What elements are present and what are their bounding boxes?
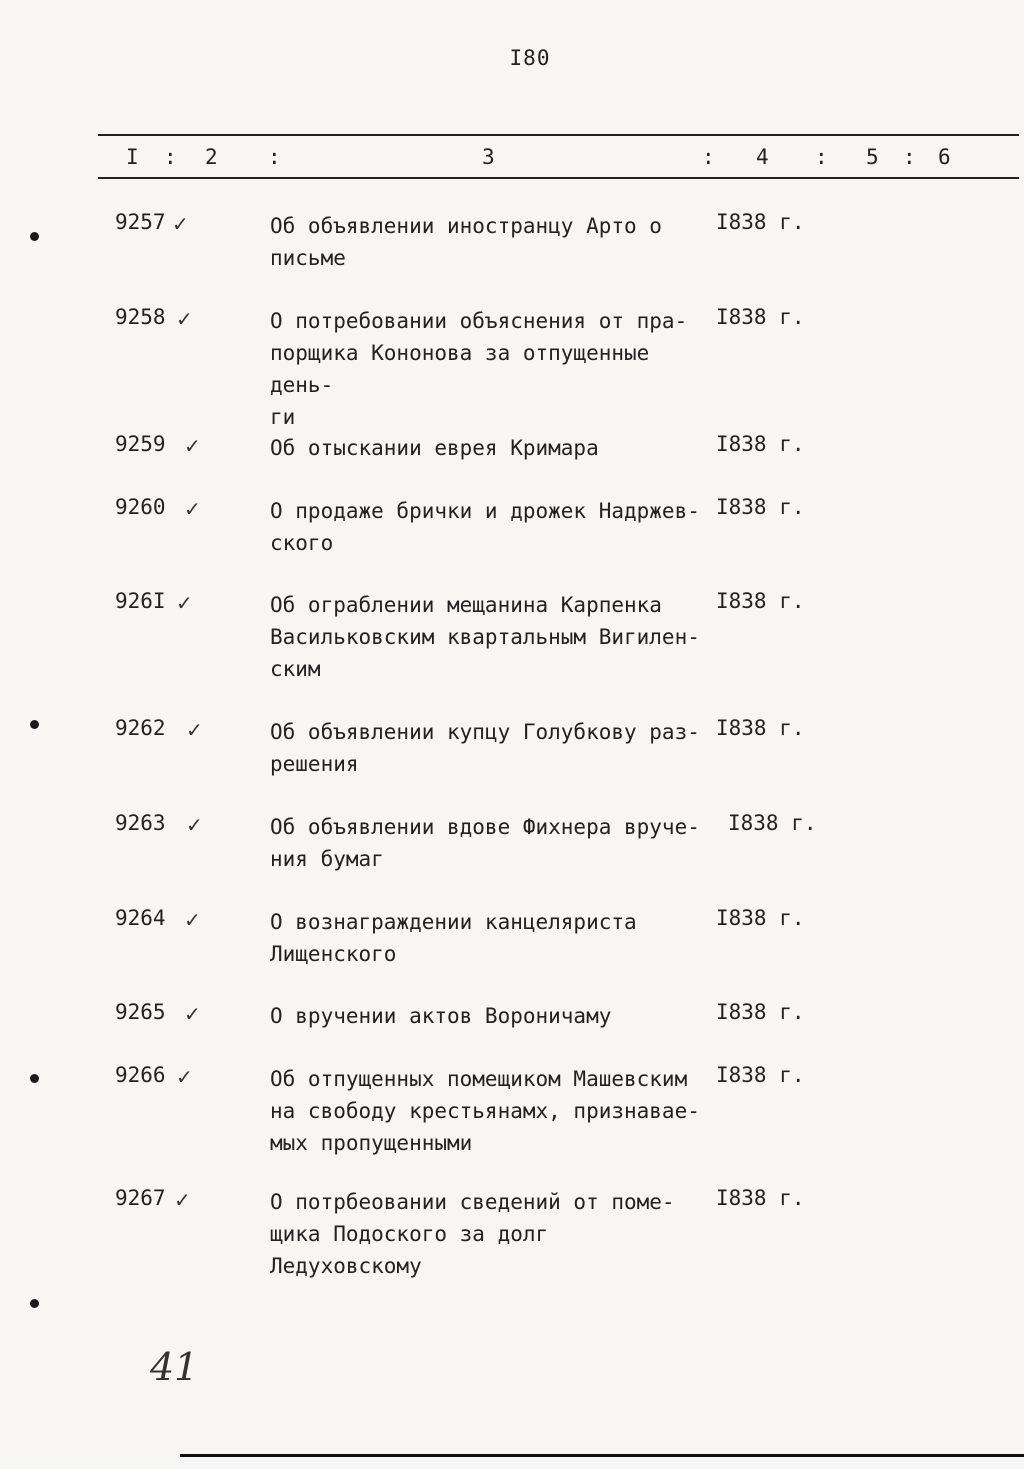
record-title: О продаже брички и дрожек Надржев- ского xyxy=(270,499,700,555)
record-title: О вручении актов Вороничаму xyxy=(270,1004,612,1028)
check-mark-icon: ✓ xyxy=(184,434,201,458)
record-title: О потрбеовании сведений от поме- щика Подоского за долг Ледуховскому xyxy=(270,1190,675,1278)
record-number: 926I xyxy=(115,589,166,613)
header-col-3: 3 xyxy=(482,145,495,169)
record-year: I838 г. xyxy=(716,589,805,613)
record-year: I838 г. xyxy=(716,1000,805,1024)
header-top-rule xyxy=(98,134,1019,136)
record-number: 9257 xyxy=(115,210,166,234)
header-col-5: 5 xyxy=(866,145,879,169)
punch-hole-dot xyxy=(30,720,39,729)
record-year: I838 г. xyxy=(716,906,805,930)
header-separator: : xyxy=(164,145,177,169)
record-title: Об объявлении вдове Фихнера вруче- ния бумаг xyxy=(270,815,700,871)
page-number: I80 xyxy=(509,46,551,70)
check-mark-icon: ✓ xyxy=(184,497,201,521)
record-number: 9266 xyxy=(115,1063,166,1087)
record-year: I838 г. xyxy=(716,1186,805,1210)
header-col-6: 6 xyxy=(938,145,951,169)
record-number: 9260 xyxy=(115,495,166,519)
header-col-1: I xyxy=(126,145,139,169)
check-mark-icon: ✓ xyxy=(186,813,203,837)
header-separator: : xyxy=(268,145,281,169)
page-bottom-edge xyxy=(180,1454,1024,1457)
header-separator: : xyxy=(702,145,715,169)
record-title: Об объявлении иностранцу Арто о письме xyxy=(270,214,662,270)
handwritten-sheet-number: 41 xyxy=(150,1345,199,1389)
record-title: О вознаграждении канцеляриста Лищенского xyxy=(270,910,637,966)
record-number: 9267 xyxy=(115,1186,166,1210)
header-col-4: 4 xyxy=(756,145,769,169)
record-number: 9258 xyxy=(115,305,166,329)
punch-hole-dot xyxy=(30,232,39,241)
record-year: I838 г. xyxy=(716,716,805,740)
record-year: I838 г. xyxy=(716,305,805,329)
check-mark-icon: ✓ xyxy=(174,1188,191,1212)
check-mark-icon: ✓ xyxy=(186,718,203,742)
record-year: I838 г. xyxy=(716,495,805,519)
record-year: I838 г. xyxy=(716,432,805,456)
record-year: I838 г. xyxy=(716,1063,805,1087)
check-mark-icon: ✓ xyxy=(184,908,201,932)
record-number: 9259 xyxy=(115,432,166,456)
record-title: О потребовании объяснения от пра- порщика Кононова за отпущенные день- ги xyxy=(270,309,688,429)
record-year: I838 г. xyxy=(728,811,817,835)
record-title: Об ограблении мещанина Карпенка Васильковским квартальным Вигилен- ским xyxy=(270,593,700,681)
record-title: Об отпущенных помещиком Машевским на свободу крестьянамх, признавае- мых пропущенными xyxy=(270,1067,700,1155)
check-mark-icon: ✓ xyxy=(176,591,193,615)
record-number: 9263 xyxy=(115,811,166,835)
punch-hole-dot xyxy=(30,1299,39,1308)
header-separator: : xyxy=(815,145,828,169)
header-bottom-rule xyxy=(98,177,1019,179)
check-mark-icon: ✓ xyxy=(176,1065,193,1089)
record-title: Об объявлении купцу Голубкову раз- решения xyxy=(270,720,700,776)
check-mark-icon: ✓ xyxy=(184,1002,201,1026)
check-mark-icon: ✓ xyxy=(172,212,189,236)
check-mark-icon: ✓ xyxy=(176,307,193,331)
record-year: I838 г. xyxy=(716,210,805,234)
header-separator: : xyxy=(903,145,916,169)
record-number: 9262 xyxy=(115,716,166,740)
header-col-2: 2 xyxy=(205,145,218,169)
record-number: 9265 xyxy=(115,1000,166,1024)
punch-hole-dot xyxy=(30,1074,39,1083)
record-title: Об отыскании еврея Кримара xyxy=(270,436,599,460)
record-number: 9264 xyxy=(115,906,166,930)
